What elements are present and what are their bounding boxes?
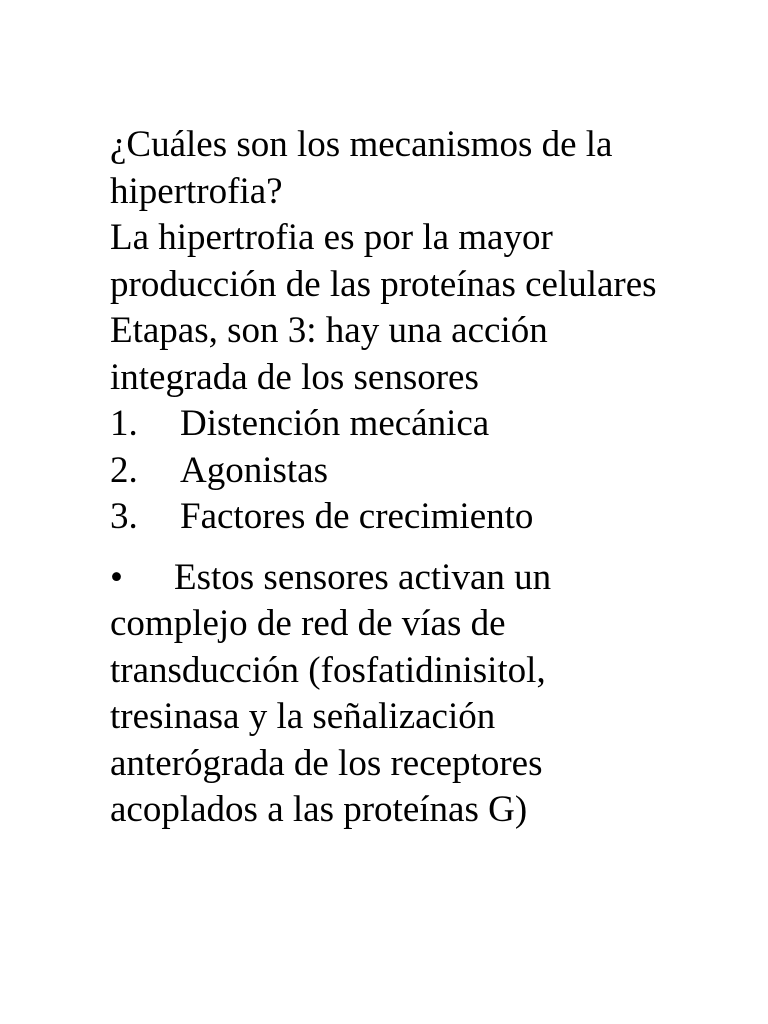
list-item-text: Factores de crecimiento [180,496,534,537]
bullet-text: Estos sensores activan un complejo de red de vías de transducción (fosfatidinisitol, tresinasa y la señalización anterógrada de los receptores acoplados a las proteínas G) [110,556,552,830]
list-number: 1. [110,403,138,444]
stages-list [110,401,670,541]
list-number: 2. [110,449,138,491]
bullet-marker: • [110,556,123,598]
stages-intro: Etapas, son 3: hay una acción integrada de los sensores [110,310,548,398]
list-item-text: Agonistas [180,449,328,491]
list-number: 3. [110,496,138,537]
list-item-text: Distención mecánica [180,403,490,444]
bullet-paragraph [110,555,670,834]
list-item [110,494,670,541]
document-content [110,122,670,834]
question-heading: ¿Cuáles son los mecanismos de la hipertrofia? [110,124,613,212]
list-item [110,448,670,495]
list-item [110,401,670,448]
answer-text: La hipertrofia es por la mayor producción de las proteínas celulares [110,217,657,305]
